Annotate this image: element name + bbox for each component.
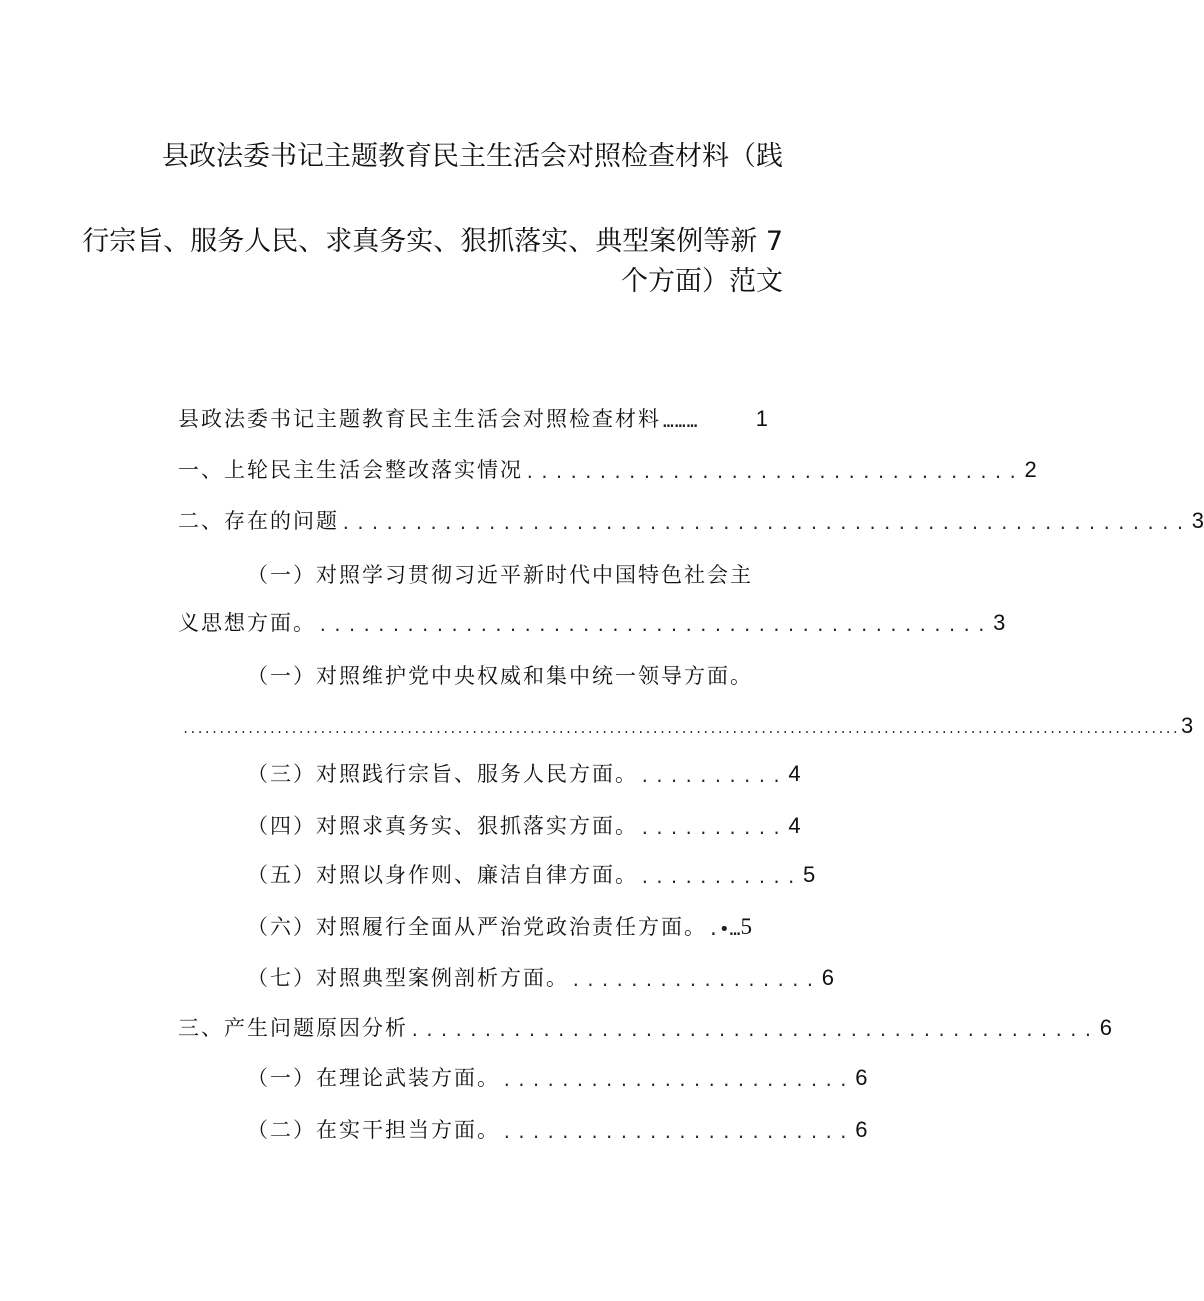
- toc-entry-subsection: [247, 861, 816, 889]
- toc-leader-dots: ..........................................................................................................................................: [182, 722, 1179, 736]
- toc-entry-text: （七）对照典型案例剖析方面。: [247, 966, 569, 990]
- toc-leader-dots: ..........................................................: [341, 514, 1190, 533]
- toc-page-number: 3: [1191, 508, 1204, 533]
- toc-leader-dots: .................: [571, 971, 820, 990]
- toc-entry-subsection-text-line: （一）对照学习贯彻习近平新时代中国特色社会主: [247, 563, 753, 587]
- toc-leader-dots: ..........: [640, 767, 787, 786]
- toc-leader-dots: ...........: [640, 868, 801, 887]
- toc-page-number: 5: [802, 862, 816, 887]
- toc-entry-subsection: [247, 1064, 868, 1092]
- toc-page-number: 4: [788, 813, 801, 838]
- toc-page-number: 6: [855, 1117, 868, 1142]
- toc-leader-dots: ...............................................: [410, 1021, 1098, 1040]
- document-title-line-3: 个方面）范文: [621, 266, 783, 297]
- toc-entry-text: （三）对照践行宗旨、服务人民方面。: [247, 762, 638, 786]
- toc-leader-dots: ..................................: [525, 463, 1023, 482]
- toc-entry-text: 县政法委书记主题教育民主生活会对照检查材料: [178, 407, 661, 431]
- toc-entry-text: 二、存在的问题: [178, 509, 339, 533]
- toc-leader-dots: ........................: [502, 1123, 854, 1142]
- toc-entry-text: 义思想方面。: [178, 611, 316, 635]
- toc-leader-dots: ..........: [640, 819, 787, 838]
- toc-entry-subsection: [247, 760, 801, 788]
- document-title-line-2: 行宗旨、服务人民、求真务实、狠抓落实、典型案例等新 7: [82, 226, 783, 257]
- toc-page-number: 6: [855, 1065, 868, 1090]
- toc-entry-subsection-continued: [178, 609, 1006, 637]
- toc-entry-subsection: [247, 964, 835, 992]
- toc-leader-dots: ………: [663, 411, 699, 432]
- toc-page-number: 1: [755, 406, 768, 431]
- toc-page-number: 4: [788, 761, 801, 786]
- toc-entry-subsection: [247, 913, 752, 941]
- toc-entry-subsection: [247, 812, 801, 840]
- toc-entry-section-2: [178, 507, 1204, 535]
- toc-page-number: 6: [821, 965, 835, 990]
- toc-page-number: 2: [1024, 457, 1037, 482]
- toc-page-number: 3: [993, 610, 1006, 635]
- toc-page-number: 3: [1181, 713, 1194, 738]
- toc-entry-text: （二）在实干担当方面。: [247, 1118, 500, 1142]
- toc-entry-text: 一、上轮民主生活会整改落实情况: [178, 458, 523, 482]
- toc-entry-section-1: [178, 456, 1037, 484]
- toc-entry-subsection: [247, 1116, 868, 1144]
- toc-page-number: 5: [740, 914, 753, 939]
- document-title-line-1: 县政法委书记主题教育民主生活会对照检查材料（践: [162, 141, 783, 172]
- toc-leader-dots: .•…: [708, 919, 741, 940]
- toc-page-number: 6: [1099, 1015, 1112, 1040]
- toc-entry-main: [178, 405, 768, 433]
- toc-entry-text: （一）在理论武装方面。: [247, 1066, 500, 1090]
- toc-entry-subsection-continued: [178, 712, 1194, 740]
- toc-entry-section-3: [178, 1014, 1112, 1042]
- toc-entry-text: （四）对照求真务实、狠抓落实方面。: [247, 814, 638, 838]
- toc-entry-text: （五）对照以身作则、廉洁自律方面。: [247, 863, 638, 887]
- toc-leader-dots: ..............................................: [318, 616, 992, 635]
- toc-entry-text: （六）对照履行全面从严治党政治责任方面。: [247, 915, 707, 939]
- toc-entry-subsection-text-line: （一）对照维护党中央权威和集中统一领导方面。: [247, 664, 753, 688]
- toc-entry-text: 三、产生问题原因分析: [178, 1016, 408, 1040]
- toc-leader-dots: ........................: [502, 1071, 854, 1090]
